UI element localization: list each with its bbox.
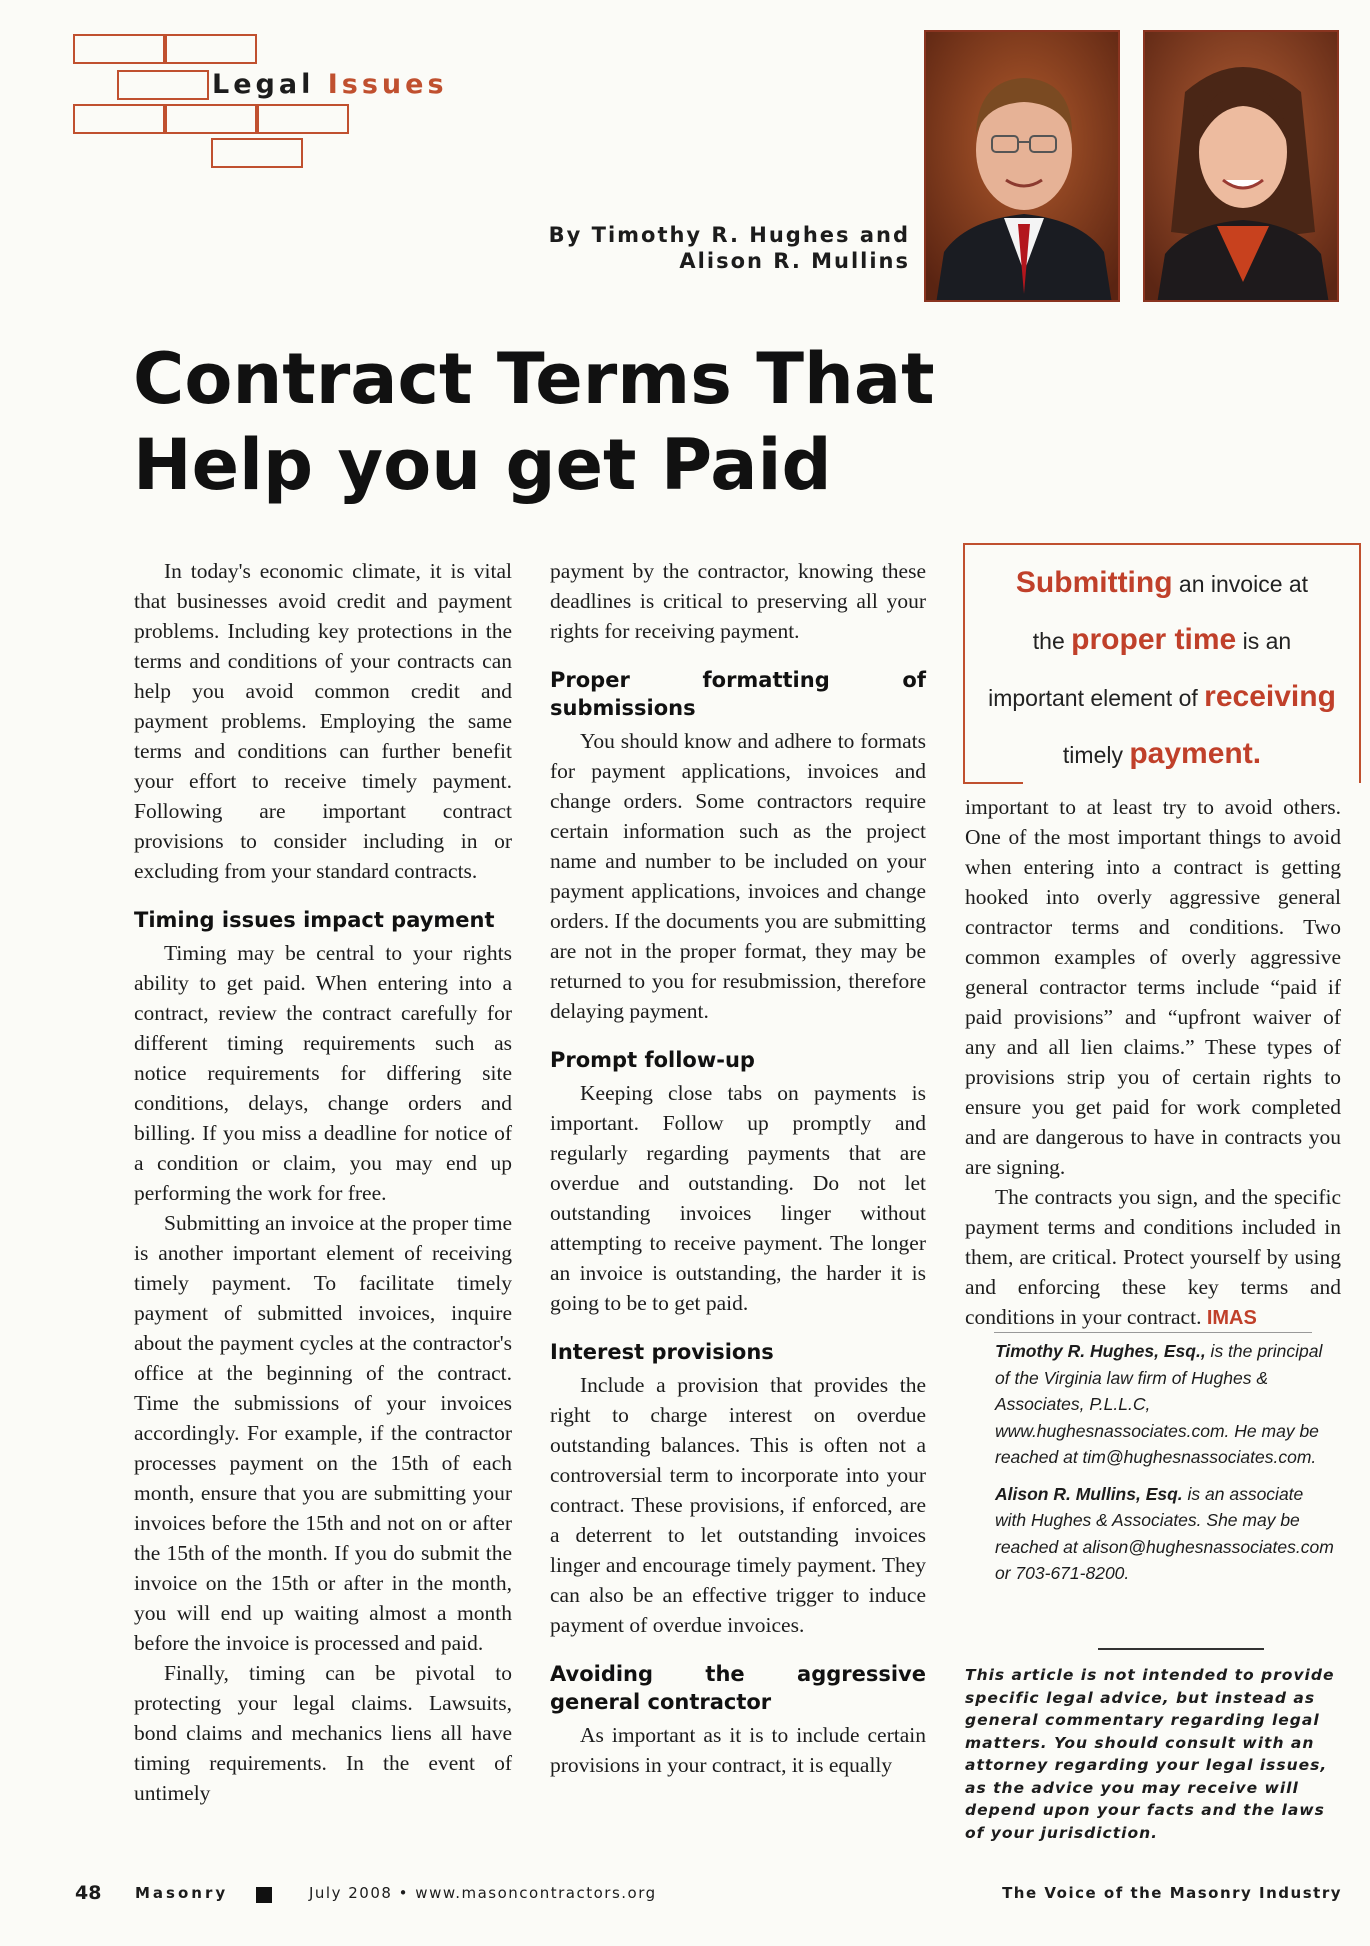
author-photo-mullins (1143, 30, 1339, 302)
legal-disclaimer: This article is not intended to provide specific legal advice, but instead as general commentary regarding legal matters. You should consult with an attorney regarding your legal issues, as the advice you may receive will depend upon your facts and the laws of your jurisdiction. (965, 1666, 1335, 1842)
section-word-issues: Issues (327, 69, 448, 100)
pq-highlight: payment. (1129, 737, 1262, 770)
headline-line1: Contract Terms That (133, 338, 935, 420)
pq-text: is an (1236, 628, 1292, 654)
end-mark: IMAS (1206, 1307, 1257, 1329)
section-word-legal: Legal (212, 69, 315, 100)
bio-divider (994, 1332, 1312, 1333)
paragraph-continued: important to at least try to avoid others. One of the most important things to avoid when entering into a contract is getting hooked into overly aggressive general contractor terms and conditions. Two common examples of overly aggressive general contractor terms include “paid if paid provisions” and “upfront waiver of any and all lien claims.” These types of provisions strip you of certain rights to ensure you get paid for work completed and are dangerous to have in contracts you are signing. (965, 795, 1341, 1179)
pq-text: an invoice at (1172, 571, 1309, 597)
paragraph-closing (965, 1182, 1341, 1333)
heading-interest-provisions: Interest provisions (550, 1340, 774, 1364)
byline (549, 222, 910, 274)
heading-aggressive-contractor: Avoiding the aggressive general contractor (550, 1662, 926, 1714)
byline-line2: Alison R. Mullins (679, 249, 910, 273)
byline-line1: By Timothy R. Hughes and (548, 223, 910, 247)
bio-text: is the principal of the Virginia law firm of Hughes & Associates, P.L.L.C, www.hughesnassociates.com. He may be reached at tim@hughesnassociates.com. (995, 1341, 1323, 1467)
pq-highlight: proper time (1071, 623, 1237, 656)
pq-highlight: Submitting (1015, 566, 1173, 599)
disclaimer-divider (1098, 1648, 1264, 1650)
intro-paragraph: In today's economic climate, it is vital that businesses avoid credit and payment problems. Including key protections in the terms and conditions of your contracts can help you avoid common credit and payment problems. Employing the same terms and conditions can further benefit your effort to receive timely payment. Following are important contract provisions to consider including in or excluding from your standard contracts. (134, 559, 512, 883)
paragraph: Finally, timing can be pivotal to protecting your legal claims. Lawsuits, bond claims and mechanics liens all have timing requirements. In the event of untimely (134, 1661, 512, 1805)
pq-highlight: receiving (1204, 680, 1336, 713)
paragraph: You should know and adhere to formats for payment applications, invoices and change orders. Some contractors require certain information such as the project name and number to be included on your payment applications, invoices and change orders. If the documents you are submitting are not in the proper format, they may be returned to you for resubmission, therefore delaying payment. (550, 729, 926, 1023)
heading-proper-formatting: Proper formatting of submissions (550, 668, 926, 720)
article-column-2 (550, 556, 926, 1780)
author-photo-hughes (924, 30, 1120, 302)
paragraph: Keeping close tabs on payments is important. Follow up promptly and regularly regarding payments that are overdue and outstanding. Do not let outstanding invoices linger without attempting to receive payment. The longer an invoice is outstanding, the harder it is going to be to get paid. (550, 1081, 926, 1315)
pull-quote (963, 543, 1361, 783)
paragraph: Timing may be central to your rights ability to get paid. When entering into a contract, review the contract carefully for different timing requirements such as notice requirements for differing site conditions, delays, change orders and billing. If you miss a deadline for notice of a condition or claim, you may end up performing the work for free. (134, 941, 512, 1205)
section-label (212, 66, 456, 104)
magazine-name: Masonry (135, 1884, 229, 1902)
paragraph: As important as it is to include certain provisions in your contract, it is equally (550, 1723, 926, 1777)
headline-line2: Help you get Paid (133, 424, 832, 506)
heading-prompt-follow-up: Prompt follow-up (550, 1048, 755, 1072)
paragraph-continued: payment by the contractor, knowing these deadlines is critical to preserving all your rights for receiving payment. (550, 559, 926, 643)
author-bios (995, 1338, 1335, 1597)
bio-hughes (995, 1338, 1335, 1471)
footer-tagline: The Voice of the Masonry Industry (1002, 1884, 1342, 1902)
closing-text: The contracts you sign, and the specific payment terms and conditions included in them, are critical. Protect yourself by using and enforcing these key terms and conditions in your contract. (965, 1185, 1341, 1329)
pq-text: timely (1062, 742, 1130, 768)
bio-name: Timothy R. Hughes, Esq., (995, 1341, 1206, 1361)
bio-mullins (995, 1481, 1335, 1587)
paragraph: Include a provision that provides the right to charge interest on overdue outstanding balances. This is often not a controversial term to incorporate into your contract. These provisions, if enforced, are a deterrent to let outstanding invoices linger and encourage timely payment. They can also be an effective trigger to induce payment of overdue invoices. (550, 1373, 926, 1637)
pq-text: important element of (988, 685, 1205, 711)
bio-name: Alison R. Mullins, Esq. (995, 1483, 1183, 1504)
bio-text: is an associate with Hughes & Associates. She may be reached at alison@hughesnassociates.com or 703-671-8200. (995, 1483, 1334, 1583)
footer-square-icon (256, 1887, 272, 1903)
article-headline (133, 336, 983, 508)
footer-date-url: July 2008 • www.masoncontractors.org (309, 1884, 657, 1902)
pq-text: the (1032, 628, 1072, 654)
heading-timing-issues: Timing issues impact payment (134, 908, 495, 932)
article-column-3 (965, 792, 1341, 1333)
pull-quote-underline (963, 782, 1023, 784)
article-column-1 (134, 556, 512, 1808)
page-number: 48 (75, 1882, 102, 1904)
paragraph: Submitting an invoice at the proper time is another important element of receiving timely payment. To facilitate timely payment of submitted invoices, inquire about the payment cycles at the contractor's office at the beginning of the contract. Time the submissions of your invoices accordingly. For example, if the contractor processes payment on the 15th of each month, ensure that you are submitting your invoices before the 15th and not on or after the 15th of the month. If you do submit the invoice on the 15th or after in the month, you will end up waiting almost a month before the invoice is processed and paid. (134, 1211, 512, 1655)
